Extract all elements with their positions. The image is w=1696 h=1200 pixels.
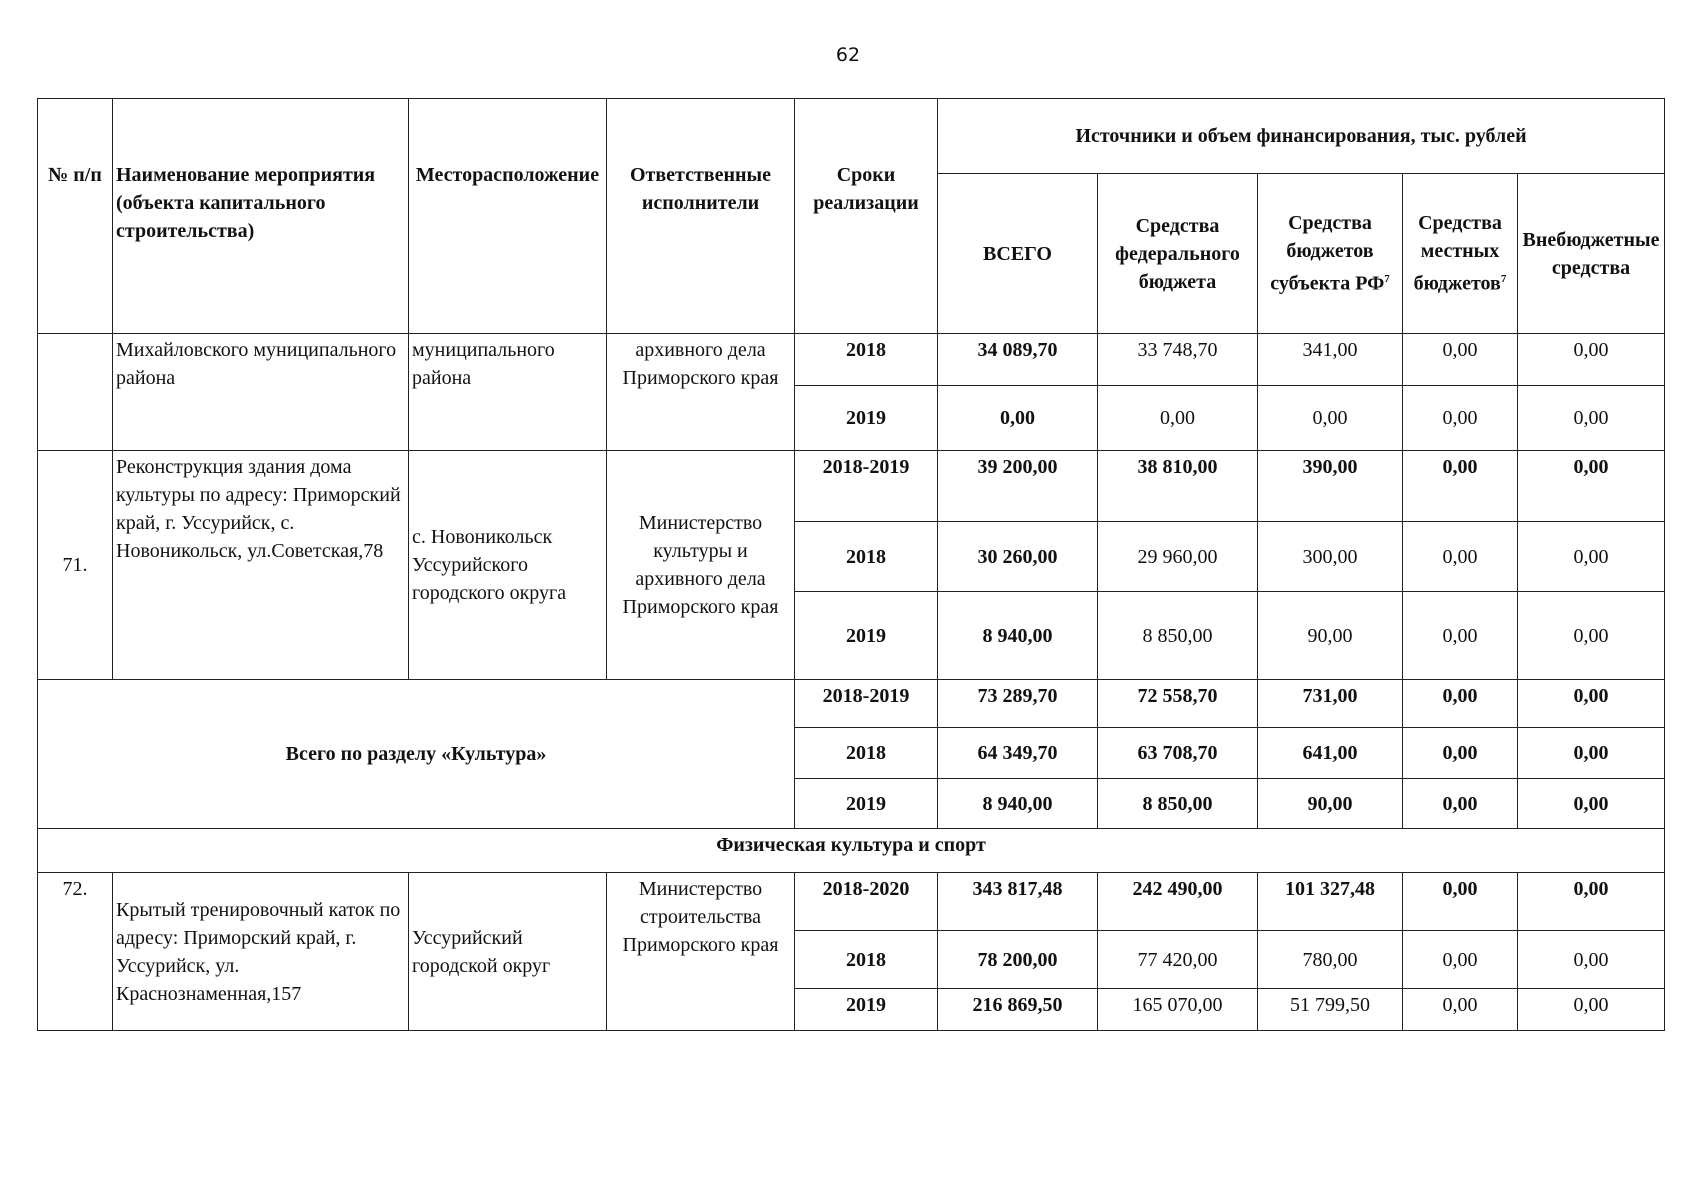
cell-year: 2018-2020 <box>795 873 938 931</box>
header-extra: Внебюджетные средства <box>1518 174 1665 334</box>
section-row <box>38 829 1665 873</box>
cell-federal: 38 810,00 <box>1098 451 1258 522</box>
cell-local: 0,00 <box>1403 592 1518 680</box>
item71-name: Реконструкция здания дома культуры по адресу: Приморский край, г. Уссурийск, с. Новоникольск, ул.Советская,78 <box>113 451 409 680</box>
total-culture-label: Всего по разделу «Культура» <box>38 680 795 829</box>
cell-local: 0,00 <box>1403 728 1518 779</box>
cell-total: 34 089,70 <box>938 334 1098 386</box>
cell-extra: 0,00 <box>1518 451 1665 522</box>
cell-federal: 165 070,00 <box>1098 989 1258 1031</box>
header-location: Месторасположение <box>409 99 607 334</box>
cell-regional: 731,00 <box>1258 680 1403 728</box>
item71-location: с. Новоникольск Уссурийского городского округа <box>409 451 607 680</box>
cell-local: 0,00 <box>1403 680 1518 728</box>
table-row <box>38 873 1665 931</box>
cell-extra: 0,00 <box>1518 386 1665 451</box>
cell-total: 73 289,70 <box>938 680 1098 728</box>
cell-local: 0,00 <box>1403 451 1518 522</box>
cell-federal: 242 490,00 <box>1098 873 1258 931</box>
financing-table <box>37 98 1665 1031</box>
cell-regional: 0,00 <box>1258 386 1403 451</box>
header-num: № п/п <box>38 99 113 334</box>
cont-num <box>38 334 113 451</box>
item71-executors: Министерство культуры и архивного дела Приморского края <box>607 451 795 680</box>
cell-extra: 0,00 <box>1518 728 1665 779</box>
cell-federal: 33 748,70 <box>1098 334 1258 386</box>
cell-extra: 0,00 <box>1518 779 1665 829</box>
cont-name: Михайловского муниципального района <box>113 334 409 451</box>
cell-federal: 0,00 <box>1098 386 1258 451</box>
cell-regional: 390,00 <box>1258 451 1403 522</box>
header-regional: Средства бюджетов субъекта $РФ^7$ <box>1258 174 1403 334</box>
cell-local: 0,00 <box>1403 873 1518 931</box>
header-row <box>38 99 1665 174</box>
item71-num: 71. <box>38 451 113 680</box>
cell-local: 0,00 <box>1403 386 1518 451</box>
cell-year: 2018 <box>795 522 938 592</box>
item72-name: Крытый тренировочный каток по адресу: Приморский край, г. Уссурийск, ул. Краснознаменная,157 <box>113 873 409 1031</box>
cell-total: 64 349,70 <box>938 728 1098 779</box>
cell-federal: 63 708,70 <box>1098 728 1258 779</box>
cell-local: 0,00 <box>1403 779 1518 829</box>
cell-year: 2018-2019 <box>795 680 938 728</box>
cell-year: 2019 <box>795 989 938 1031</box>
header-executors: Ответственные исполнители <box>607 99 795 334</box>
item72-executors: Министерство строительства Приморского края <box>607 873 795 1031</box>
cell-federal: 8 850,00 <box>1098 592 1258 680</box>
cell-extra: 0,00 <box>1518 334 1665 386</box>
cell-extra: 0,00 <box>1518 873 1665 931</box>
cell-regional: 341,00 <box>1258 334 1403 386</box>
cell-year: 2018 <box>795 334 938 386</box>
cell-local: 0,00 <box>1403 334 1518 386</box>
header-sources: Источники и объем финансирования, тыс. рублей <box>938 99 1665 174</box>
cell-regional: 90,00 <box>1258 779 1403 829</box>
cell-total: 39 200,00 <box>938 451 1098 522</box>
cell-total: 30 260,00 <box>938 522 1098 592</box>
cell-total: 0,00 <box>938 386 1098 451</box>
item72-num: 72. <box>38 873 113 1031</box>
cont-executors: архивного дела Приморского края <box>607 334 795 451</box>
cell-local: 0,00 <box>1403 522 1518 592</box>
section-title: Физическая культура и спорт <box>38 829 1665 873</box>
header-total: ВСЕГО <box>938 174 1098 334</box>
cell-federal: 77 420,00 <box>1098 931 1258 989</box>
cell-federal: 72 558,70 <box>1098 680 1258 728</box>
cell-year: 2018 <box>795 931 938 989</box>
header-name: Наименование мероприятия (объекта капитального строительства) <box>113 99 409 334</box>
table-row <box>38 334 1665 386</box>
cell-local: 0,00 <box>1403 931 1518 989</box>
cell-federal: 29 960,00 <box>1098 522 1258 592</box>
cell-regional: 101 327,48 <box>1258 873 1403 931</box>
cell-regional: 51 799,50 <box>1258 989 1403 1031</box>
page-number: 62 <box>835 44 861 66</box>
table-row <box>38 680 1665 728</box>
cell-year: 2019 <box>795 592 938 680</box>
cell-regional: 90,00 <box>1258 592 1403 680</box>
cont-location: муниципального района <box>409 334 607 451</box>
cell-extra: 0,00 <box>1518 680 1665 728</box>
cell-year: 2019 <box>795 386 938 451</box>
header-terms: Сроки реализации <box>795 99 938 334</box>
header-local: Средства местных бюджетов$^7$ <box>1403 174 1518 334</box>
cell-extra: 0,00 <box>1518 931 1665 989</box>
cell-total: 78 200,00 <box>938 931 1098 989</box>
cell-extra: 0,00 <box>1518 989 1665 1031</box>
cell-year: 2019 <box>795 779 938 829</box>
cell-total: 8 940,00 <box>938 592 1098 680</box>
header-federal: Средства федерального бюджета <box>1098 174 1258 334</box>
item72-location: Уссурийский городской округ <box>409 873 607 1031</box>
cell-year: 2018 <box>795 728 938 779</box>
cell-total: 216 869,50 <box>938 989 1098 1031</box>
cell-year: 2018-2019 <box>795 451 938 522</box>
cell-local: 0,00 <box>1403 989 1518 1031</box>
cell-federal: 8 850,00 <box>1098 779 1258 829</box>
cell-extra: 0,00 <box>1518 592 1665 680</box>
cell-regional: 641,00 <box>1258 728 1403 779</box>
cell-total: 8 940,00 <box>938 779 1098 829</box>
cell-regional: 780,00 <box>1258 931 1403 989</box>
table-row <box>38 451 1665 522</box>
cell-regional: 300,00 <box>1258 522 1403 592</box>
cell-extra: 0,00 <box>1518 522 1665 592</box>
cell-total: 343 817,48 <box>938 873 1098 931</box>
